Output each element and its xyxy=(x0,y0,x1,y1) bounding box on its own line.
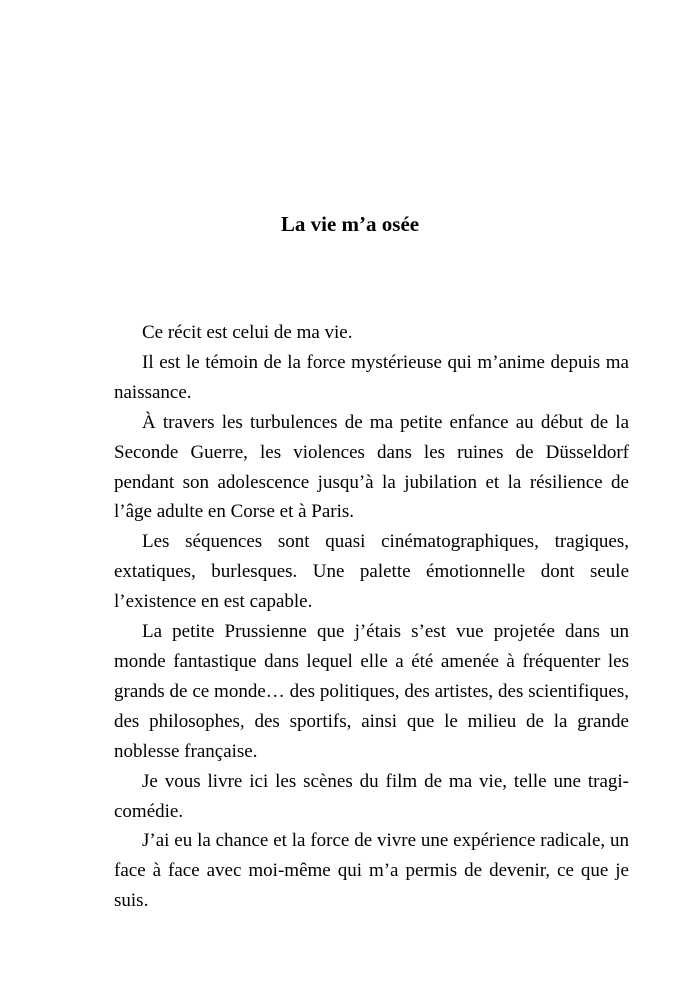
paragraph: La petite Prussienne que j’étais s’est vue projetée dans un monde fantastique dans lequel elle a été amenée à fréquenter les grands de ce monde… des politiques, des artistes, des scientifiques, des philosophes, des sportifs, ainsi que le milieu de la grande noblesse française. xyxy=(114,621,629,762)
body-text xyxy=(114,318,629,916)
paragraph: Il est le témoin de la force mystérieuse qui m’anime depuis ma naissance. xyxy=(114,351,629,403)
paragraph: À travers les turbulences de ma petite enfance au début de la Seconde Guerre, les violences dans les ruines de Düsseldorf pendant son adolescence jusqu’à la jubilation et la résilience de l’âge adulte en Corse et à Paris. xyxy=(114,411,629,523)
paragraph: Les séquences sont quasi cinématographiques, tragiques, extatiques, burlesques. Une palette émotionnelle dont seule l’existence en est capable. xyxy=(114,531,629,613)
chapter-title: La vie m’a osée xyxy=(280,212,420,236)
paragraph: Je vous livre ici les scènes du film de ma vie, telle une tragi-comédie. xyxy=(114,770,629,822)
paragraph: J’ai eu la chance et la force de vivre une expérience radicale, un face à face avec moi-même qui m’a permis de devenir, ce que je suis. xyxy=(114,830,629,912)
paragraph: Ce récit est celui de ma vie. xyxy=(142,322,353,343)
